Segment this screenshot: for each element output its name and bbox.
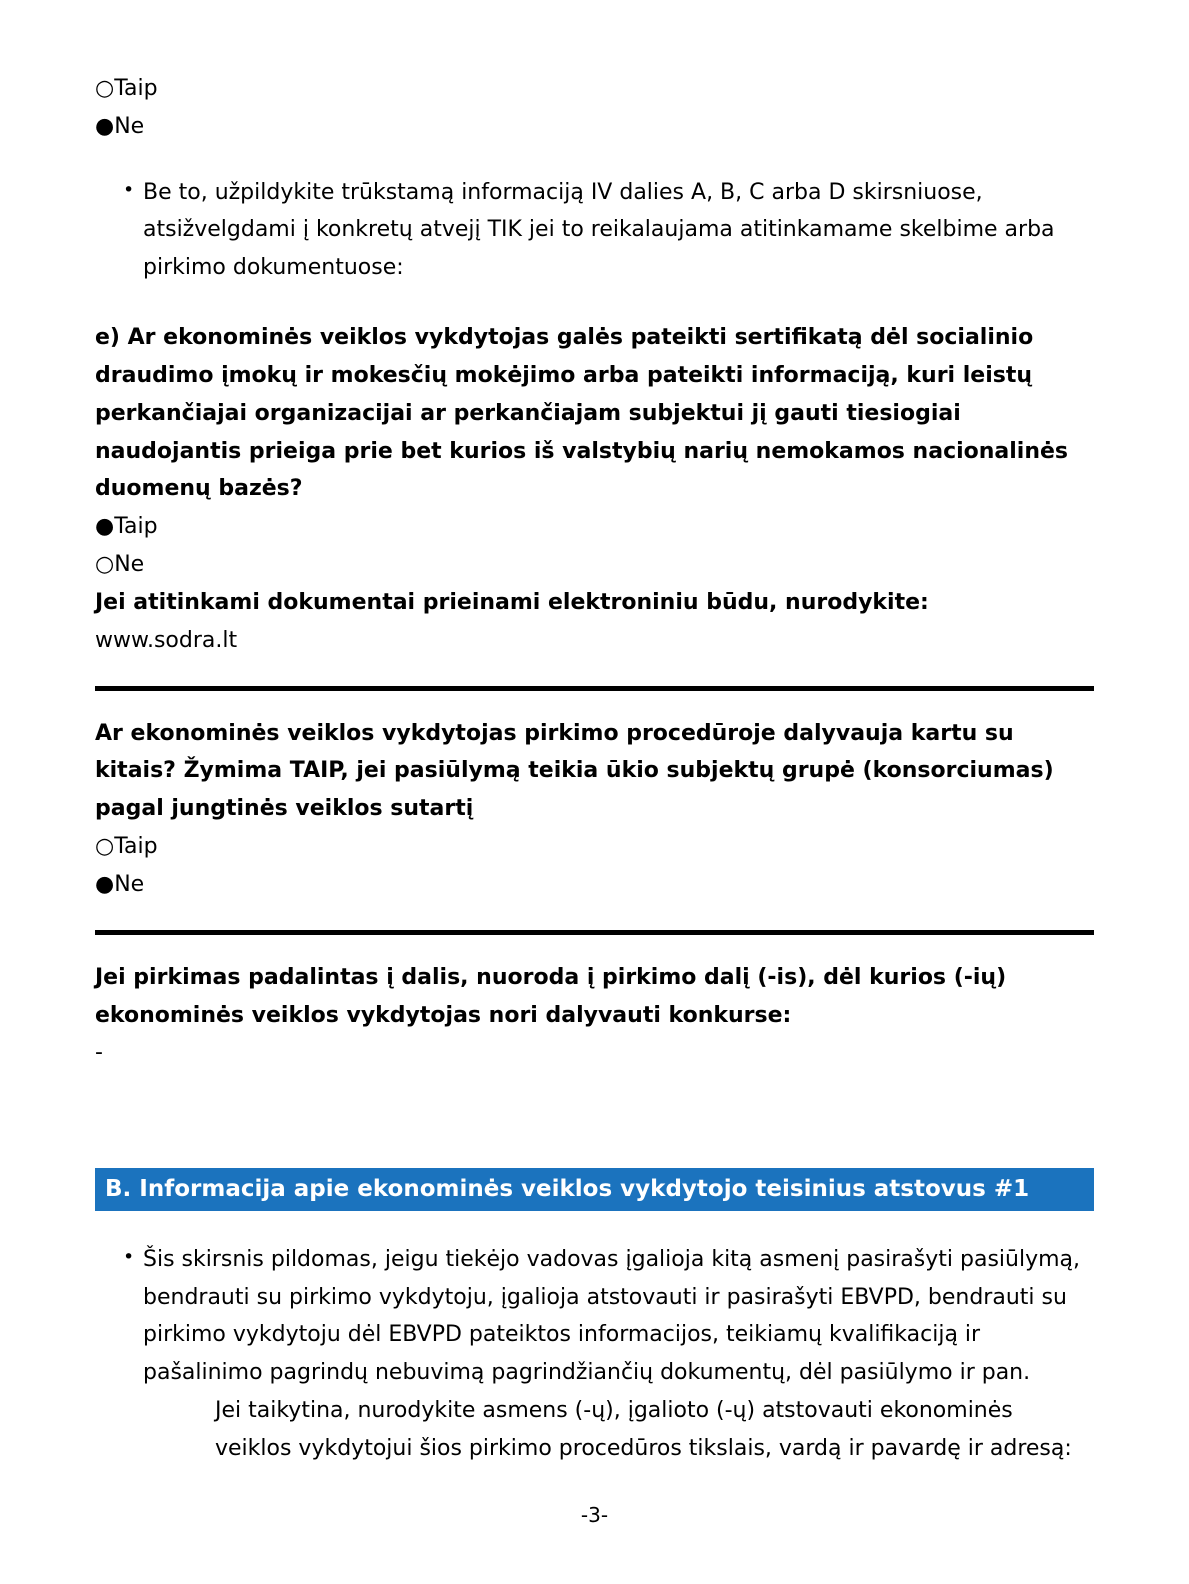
divider [95,930,1094,935]
evidence-value: www.sodra.lt [95,627,238,653]
page-number: -3- [580,1502,609,1527]
note-part-iv-text: Be to, užpildykite trūkstamą informaciją IV dalies A, B, C arba D skirsniuose, atsižvelgdami į konkretų atvejį TIK jei to reikalaujama atitinkamame skelbime arba pirkimo dokumentuose: [143,179,1055,281]
section-b-header: B. Informacija apie ekonominės veiklos vykdytojo teisinius atstovus #1 [95,1168,1094,1211]
radio-group-top [95,70,1094,146]
radio-option-taip[interactable] [95,70,1094,108]
radio-unselected-icon: ○ [95,76,115,101]
radio-option-label: Taip [114,514,158,540]
radio-option-ne[interactable] [95,546,1094,584]
evidence-label: Jei atitinkami dokumentai prieinami elektroniniu būdu, nurodykite: [95,589,929,615]
radio-option-ne[interactable] [95,866,1094,904]
divider [95,686,1094,691]
note-section-b-sub-text: Jei taikytina, nurodykite asmens (-ų), įgalioto (-ų) atstovauti ekonominės veiklos vykdytojui šios pirkimo procedūros tikslais, vardą ir pavardę ir adresą: [215,1398,1072,1461]
radio-selected-icon: ● [95,514,115,540]
radio-group-question-e [95,508,1094,584]
bullet-icon: • [123,1245,135,1268]
radio-unselected-icon: ○ [95,834,115,860]
radio-selected-icon: ● [95,871,115,897]
radio-option-ne[interactable] [95,108,1094,146]
question-group-text: Ar ekonominės veiklos vykdytojas pirkimo procedūroje dalyvauja kartu su kitais? Žymima TAIP, jei pasiūlymą teikia ūkio subjektų grupė (konsorciumas) pagal jungtinės veiklos sutartį [95,720,1054,822]
question-lots-text: Jei pirkimas padalintas į dalis, nuoroda į pirkimo dalį (-is), dėl kurios (-ių) ekonominės veiklos vykdytojas nori dalyvauti konkurse: [95,964,1007,1028]
radio-option-label: Ne [114,871,145,897]
note-part-iv [123,174,1094,287]
radio-unselected-icon: ○ [95,552,115,578]
radio-group-consortium [95,828,1094,904]
radio-option-taip[interactable] [95,828,1094,866]
radio-option-label: Taip [114,834,158,860]
radio-option-label: Ne [114,552,145,578]
lots-value: - [95,1040,103,1066]
question-e-text: e) Ar ekonominės veiklos vykdytojas galės pateikti sertifikatą dėl socialinio draudimo įmokų ir mokesčių mokėjimo arba pateikti informaciją, kuri leistų perkančiajai organizacijai ar perkančiajam subjektui jį gauti tiesiogiai naudojantis prieiga prie bet kurios iš valstybių narių nemokamos nacionalinės duomenų bazės? [95,325,1069,502]
radio-option-taip[interactable] [95,508,1094,546]
bullet-icon: • [123,178,135,201]
radio-option-label: Ne [114,113,145,139]
radio-selected-icon: ● [95,113,115,139]
radio-option-label: Taip [114,76,158,101]
note-section-b-text: Šis skirsnis pildomas, jeigu tiekėjo vadovas įgalioja kitą asmenį pasirašyti pasiūlymą, bendrauti su pirkimo vykdytoju, įgalioja atstovauti ir pasirašyti EBVPD, bendrauti su pirkimo vykdytoju dėl EBVPD pateiktos informacijos, teikiamų kvalifikaciją ir pašalinimo pagrindų nebuvimą pagrindžiančių dokumentų, dėl pasiūlymo ir pan. [143,1246,1080,1386]
note-section-b [123,1241,1094,1392]
